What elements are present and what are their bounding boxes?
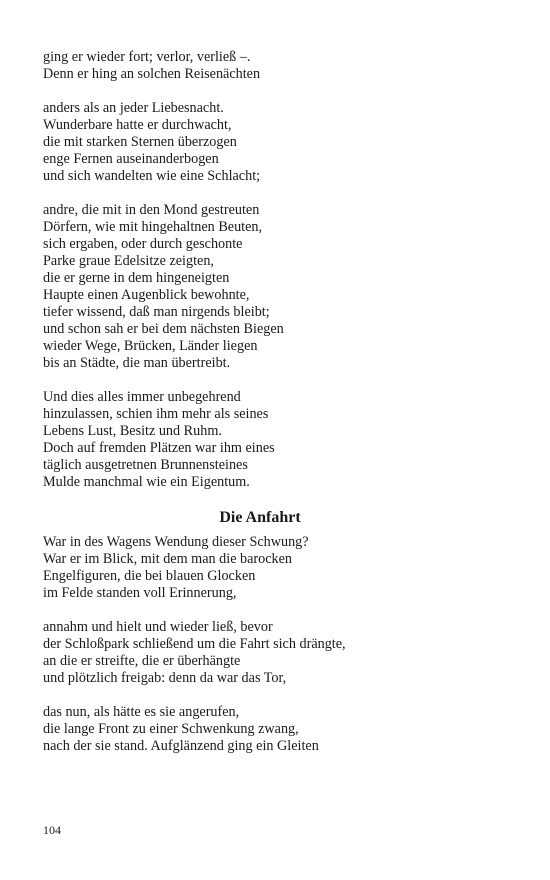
verse-line: die lange Front zu einer Schwenkung zwang, xyxy=(43,721,299,737)
verse-line: wieder Wege, Brücken, Länder liegen xyxy=(43,338,258,354)
verse-line: und schon sah er bei dem nächsten Biegen xyxy=(43,321,284,337)
page-number: 104 xyxy=(43,823,61,837)
verse-line: Dörfern, wie mit hingehaltnen Beuten, xyxy=(43,219,263,235)
verse-line: War er im Blick, mit dem man die barocken xyxy=(43,551,293,567)
verse-line: War in des Wagens Wendung dieser Schwung? xyxy=(43,534,309,550)
verse-line: die er gerne in dem hingeneigten xyxy=(43,270,230,286)
verse-line: täglich ausgetretnen Brunnensteines xyxy=(43,457,248,473)
verse-line: Wunderbare hatte er durchwacht, xyxy=(43,117,232,133)
verse-line: sich ergaben, oder durch geschonte xyxy=(43,236,243,252)
verse-line: Lebens Lust, Besitz und Ruhm. xyxy=(43,423,222,439)
verse-line: Parke graue Edelsitze zeigten, xyxy=(43,253,214,269)
stanza xyxy=(43,100,513,185)
stanza xyxy=(43,619,513,687)
verse-line: der Schloßpark schließend um die Fahrt sich drängte, xyxy=(43,636,346,652)
verse-line: Haupte einen Augenblick bewohnte, xyxy=(43,287,250,303)
verse-line: und plötzlich freigab: denn da war das Tor, xyxy=(43,670,287,686)
verse-line: anders als an jeder Liebesnacht. xyxy=(43,100,224,116)
verse-line: Doch auf fremden Plätzen war ihm eines xyxy=(43,440,275,456)
stanza xyxy=(43,534,513,602)
verse-line: tiefer wissend, daß man nirgends bleibt; xyxy=(43,304,270,320)
verse-line: Engelfiguren, die bei blauen Glocken xyxy=(43,568,256,584)
stanza xyxy=(43,202,513,372)
verse-line: Mulde manchmal wie ein Eigentum. xyxy=(43,474,250,490)
verse-line: und sich wandelten wie eine Schlacht; xyxy=(43,168,261,184)
verse-line: die mit starken Sternen überzogen xyxy=(43,134,237,150)
verse-line: Denn er hing an solchen Reisenächten xyxy=(43,66,261,82)
verse-line: bis an Städte, die man übertreibt. xyxy=(43,355,231,371)
verse-line: annahm und hielt und wieder ließ, bevor xyxy=(43,619,273,635)
verse-line: hinzulassen, schien ihm mehr als seines xyxy=(43,406,269,422)
verse-line: das nun, als hätte es sie angerufen, xyxy=(43,704,240,720)
verse-line: nach der sie stand. Aufglänzend ging ein Gleiten xyxy=(43,738,319,754)
stanza xyxy=(43,49,513,83)
stanza xyxy=(43,389,513,491)
verse-line: enge Fernen auseinanderbogen xyxy=(43,151,219,167)
verse-line: an die er streifte, die er überhängte xyxy=(43,653,241,669)
verse-line: andre, die mit in den Mond gestreuten xyxy=(43,202,260,218)
page-body xyxy=(43,49,513,772)
stanza xyxy=(43,704,513,755)
verse-line: Und dies alles immer unbegehrend xyxy=(43,389,241,405)
verse-line: ging er wieder fort; verlor, verließ –. xyxy=(43,49,251,65)
verse-line: im Felde standen voll Erinnerung, xyxy=(43,585,237,601)
poem-title: Die Anfahrt xyxy=(219,509,301,526)
